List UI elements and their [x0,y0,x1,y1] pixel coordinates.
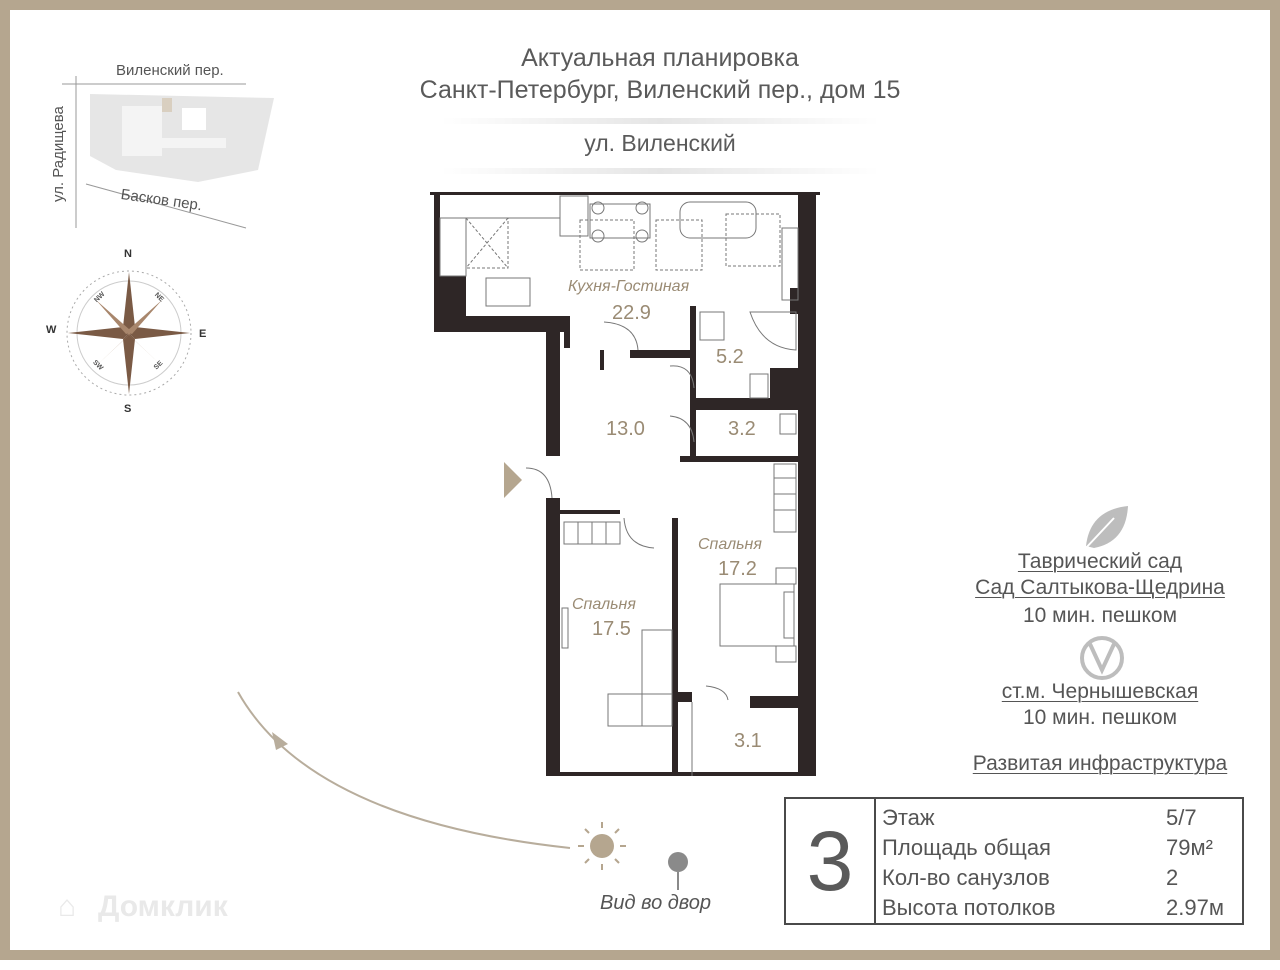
address: Санкт-Петербург, Виленский пер., дом 15 [419,76,901,104]
spec-row-bathrooms: Кол-во санузлов 2 [882,865,1179,890]
park-line1: Таврический сад [1017,550,1183,573]
room-kitchen-name: Кухня-Гостиная [568,278,690,295]
compass-e: E [199,328,207,340]
compass-se: SE [152,359,165,372]
metro-time: 10 мин. пешком [1022,706,1178,729]
home-icon: ⌂ [58,890,77,923]
spec-table [784,797,1244,925]
compass-s: S [124,403,132,415]
park-time: 10 мин. пешком [1022,604,1178,627]
pin-icon [666,850,690,892]
compass-n: N [124,248,132,260]
street-bottom-label: Басков пер. [119,186,204,215]
park-line2: Сад Салтыкова-Щедрина [975,576,1225,599]
room-bedroom2-name: Спальня [572,596,636,613]
room-kitchen-area: 22.9 [612,302,651,324]
room-balcony-area: 3.1 [734,730,762,752]
leaf-icon [1082,504,1130,552]
watermark: ⌂ Домклик [58,890,228,923]
metro-name: ст.м. Чернышевская [1001,680,1199,703]
compass-sw: SW [91,359,105,372]
developed-infrastructure: Развитая инфраструктура [972,752,1228,775]
spec-row-ceiling: Высота потолков 2.97м [882,895,1224,920]
room-bedroom1-name: Спальня [698,536,762,553]
street-top-label: Виленский пер. [116,62,224,79]
metro-icon [1080,636,1126,682]
room-bedroom1-area: 17.2 [718,558,757,580]
spec-row-floor: Этаж 5/7 [882,805,1197,830]
compass-ne: NE [152,291,165,304]
spec-row-area: Площадь общая 79м² [882,835,1213,860]
room-hall-area: 13.0 [606,418,645,440]
compass-nw: NW [93,290,107,305]
rooms-count: 3 [786,799,876,923]
location-mini-map [46,58,286,238]
sun-icon [588,832,616,860]
street-label: ул. Виленский [584,130,736,156]
view-label: Вид во двор [600,892,712,914]
compass-w: W [46,324,57,336]
room-bath1-area: 5.2 [716,346,744,368]
compass-rose [44,248,214,418]
street-left-label: ул. Радищева [50,106,67,202]
room-bedroom2-area: 17.5 [592,618,631,640]
room-bath2-area: 3.2 [728,418,756,440]
street-bar [440,118,880,174]
page-title: Актуальная планировка [521,44,799,72]
